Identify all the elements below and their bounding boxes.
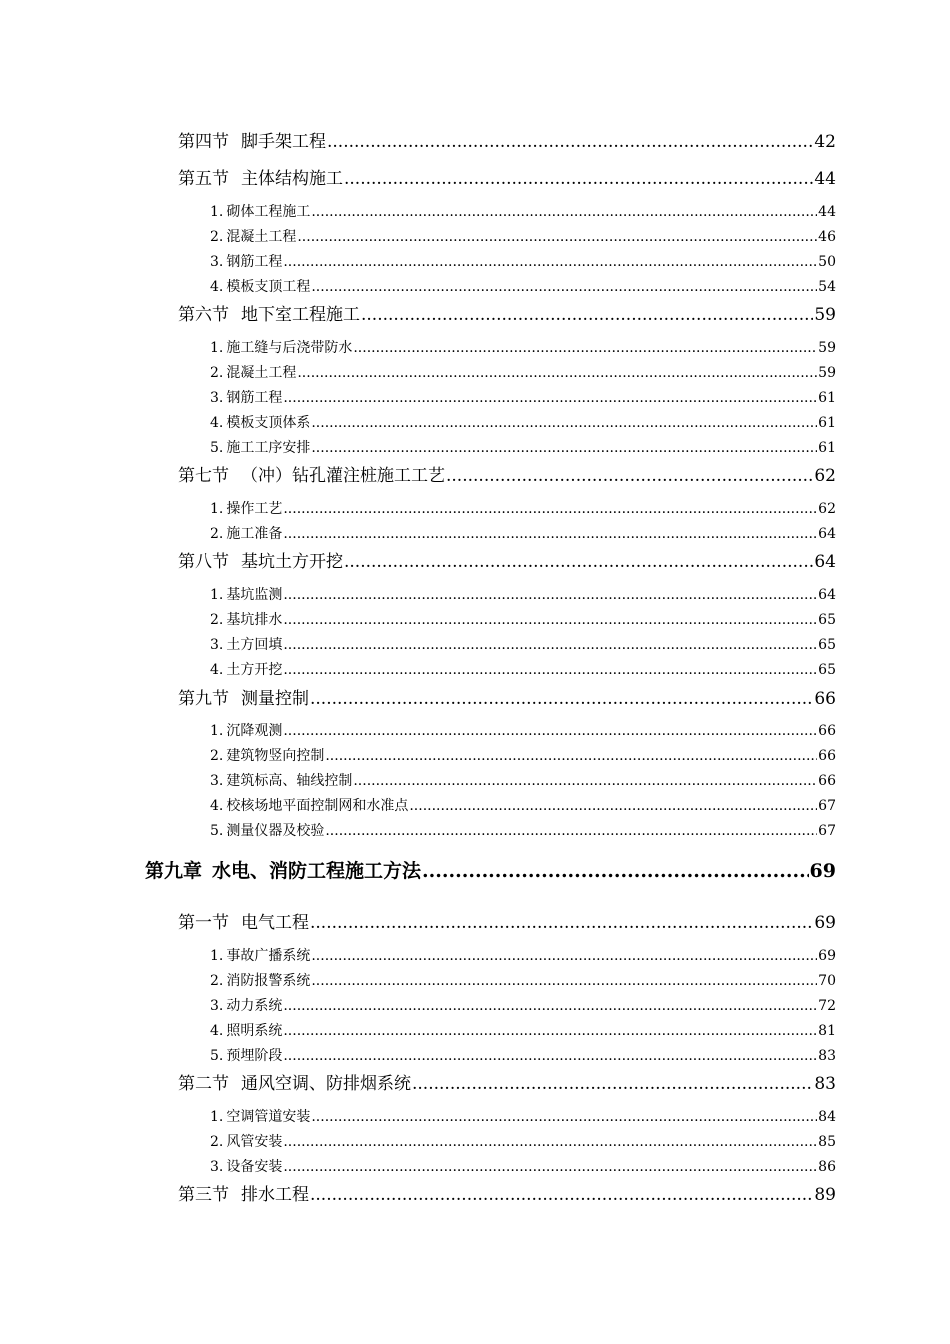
toc-entry-text: 施工缝与后浇带防水 — [226, 340, 353, 356]
toc-entry-section[interactable] — [178, 164, 836, 189]
toc-entry-text: 设备安装 — [226, 1159, 283, 1175]
toc-entry-number: 1. — [210, 948, 224, 964]
toc-entry-page: 81 — [818, 1023, 836, 1039]
dot-leader — [311, 415, 817, 431]
toc-entry-page: 65 — [818, 612, 836, 628]
toc-entry-text: 排水工程 — [241, 1185, 309, 1205]
toc-entry-text: 混凝土工程 — [226, 365, 297, 381]
toc-entry-sub[interactable] — [210, 820, 836, 840]
toc-entry-page: 44 — [818, 204, 836, 220]
toc-entry-number: 2. — [210, 365, 224, 381]
dot-leader — [311, 948, 817, 964]
toc-entry-title — [210, 498, 282, 518]
toc-entry-page: 83 — [814, 1074, 836, 1094]
toc-entry-sub[interactable] — [210, 362, 836, 382]
toc-entry-title — [210, 251, 282, 271]
toc-entry-sub[interactable] — [210, 770, 836, 790]
toc-entry-page: 89 — [814, 1185, 836, 1205]
toc-entry-title — [210, 609, 282, 629]
toc-entry-section[interactable] — [178, 1180, 836, 1205]
toc-entry-number: 1. — [210, 340, 224, 356]
toc-entry-section[interactable] — [178, 908, 836, 933]
dot-leader — [283, 501, 817, 517]
toc-entry-sub[interactable] — [210, 226, 836, 246]
toc-entry-number: 3. — [210, 637, 224, 653]
toc-entry-number: 2. — [210, 526, 224, 542]
toc-entry-title — [210, 1020, 282, 1040]
toc-entry-number: 第四节 — [178, 132, 229, 152]
toc-entry-number: 第七节 — [178, 466, 229, 486]
toc-entry-title — [178, 164, 343, 189]
dot-leader — [283, 526, 817, 542]
toc-entry-title — [210, 945, 310, 965]
toc-entry-number: 1. — [210, 587, 224, 603]
dot-leader — [283, 254, 817, 270]
toc-entry-title — [210, 201, 310, 221]
toc-entry-number: 3. — [210, 1159, 224, 1175]
toc-entry-page: 59 — [818, 340, 836, 356]
toc-entry-sub[interactable] — [210, 498, 836, 518]
dot-leader — [409, 798, 817, 814]
toc-entry-number: 5. — [210, 440, 224, 456]
toc-entry-sub[interactable] — [210, 437, 836, 457]
toc-entry-sub[interactable] — [210, 970, 836, 990]
toc-entry-number: 第九章 — [145, 860, 203, 882]
toc-entry-sub[interactable] — [210, 1156, 836, 1176]
dot-leader — [297, 229, 817, 245]
toc-entry-text: 模板支顶体系 — [226, 415, 311, 431]
toc-entry-title — [210, 820, 324, 840]
toc-entry-title — [178, 461, 445, 486]
toc-entry-text: 事故广播系统 — [226, 948, 311, 964]
toc-entry-number: 1. — [210, 501, 224, 517]
toc-entry-page: 66 — [818, 748, 836, 764]
dot-leader — [327, 132, 813, 152]
toc-entry-title — [210, 437, 310, 457]
toc-entry-page: 59 — [814, 305, 836, 325]
toc-entry-sub[interactable] — [210, 584, 836, 604]
dot-leader — [311, 973, 817, 989]
dot-leader — [422, 860, 809, 882]
toc-entry-sub[interactable] — [210, 659, 836, 679]
toc-entry-title — [210, 387, 282, 407]
toc-entry-title — [210, 795, 408, 815]
toc-entry-text: 建筑物竖向控制 — [226, 748, 325, 764]
toc-entry-page: 61 — [818, 440, 836, 456]
toc-entry-title — [178, 547, 343, 572]
dot-leader — [325, 823, 817, 839]
toc-entry-title — [210, 1045, 282, 1065]
toc-entry-title — [210, 226, 296, 246]
toc-entry-title — [210, 584, 282, 604]
toc-entry-number: 5. — [210, 823, 224, 839]
toc-entry-title — [210, 523, 282, 543]
toc-entry-number: 第一节 — [178, 913, 229, 933]
dot-leader — [344, 169, 813, 189]
toc-entry-section[interactable] — [178, 1069, 836, 1094]
toc-entry-text: 电气工程 — [241, 913, 309, 933]
dot-leader — [283, 612, 817, 628]
toc-entry-title — [210, 995, 282, 1015]
toc-entry-page: 46 — [818, 229, 836, 245]
toc-entry-sub[interactable] — [210, 795, 836, 815]
toc-entry-text: 钢筋工程 — [226, 390, 283, 406]
toc-entry-title — [178, 908, 309, 933]
dot-leader — [311, 1109, 817, 1125]
toc-entry-page: 69 — [809, 860, 836, 882]
dot-leader — [310, 689, 813, 709]
toc-entry-number: 4. — [210, 415, 224, 431]
toc-entry-sub[interactable] — [210, 251, 836, 271]
toc-entry-page: 62 — [814, 466, 836, 486]
toc-entry-title — [210, 1156, 282, 1176]
dot-leader — [361, 305, 813, 325]
dot-leader — [310, 913, 813, 933]
dot-leader — [311, 440, 817, 456]
toc-entry-number: 2. — [210, 748, 224, 764]
toc-entry-sub[interactable] — [210, 387, 836, 407]
toc-entry-text: 操作工艺 — [226, 501, 283, 517]
toc-entry-number: 第八节 — [178, 552, 229, 572]
toc-entry-page: 84 — [818, 1109, 836, 1125]
toc-entry-title — [145, 856, 421, 883]
dot-leader — [311, 204, 817, 220]
toc-entry-title — [210, 362, 296, 382]
toc-entry-number: 4. — [210, 279, 224, 295]
toc-entry-number: 1. — [210, 204, 224, 220]
toc-entry-number: 5. — [210, 1048, 224, 1064]
toc-entry-sub[interactable] — [210, 276, 836, 296]
toc-entry-text: 脚手架工程 — [241, 132, 326, 152]
toc-entry-sub[interactable] — [210, 523, 836, 543]
toc-entry-page: 67 — [818, 823, 836, 839]
toc-entry-number: 4. — [210, 1023, 224, 1039]
toc-entry-text: 基坑监测 — [226, 587, 283, 603]
toc-entry-sub[interactable] — [210, 609, 836, 629]
toc-entry-number: 3. — [210, 773, 224, 789]
toc-entry-text: 沉降观测 — [226, 723, 283, 739]
toc-entry-number: 2. — [210, 1134, 224, 1150]
dot-leader — [283, 587, 817, 603]
toc-entry-text: 空调管道安装 — [226, 1109, 311, 1125]
toc-entry-number: 2. — [210, 229, 224, 245]
toc-entry-page: 64 — [814, 552, 836, 572]
dot-leader — [325, 748, 817, 764]
toc-entry-section[interactable] — [178, 684, 836, 709]
toc-entry-page: 66 — [818, 723, 836, 739]
toc-entry-title — [210, 745, 324, 765]
toc-entry-number: 4. — [210, 662, 224, 678]
toc-entry-sub[interactable] — [210, 945, 836, 965]
toc-entry-number: 2. — [210, 973, 224, 989]
toc-entry-title — [210, 634, 282, 654]
dot-leader — [283, 723, 817, 739]
toc-entry-title — [178, 300, 360, 325]
toc-entry-number: 2. — [210, 612, 224, 628]
dot-leader — [283, 637, 817, 653]
toc-entry-text: 施工准备 — [226, 526, 283, 542]
toc-entry-page: 66 — [818, 773, 836, 789]
toc-entry-text: 测量控制 — [241, 689, 309, 709]
toc-entry-sub[interactable] — [210, 634, 836, 654]
toc-entry-text: 主体结构施工 — [241, 169, 343, 189]
dot-leader — [353, 340, 817, 356]
toc-entry-section[interactable] — [178, 547, 836, 572]
toc-entry-title — [178, 1069, 411, 1094]
toc-entry-title — [178, 127, 326, 152]
dot-leader — [283, 390, 817, 406]
toc-entry-section[interactable] — [178, 461, 836, 486]
toc-entry-text: 消防报警系统 — [226, 973, 311, 989]
toc-entry-number: 第五节 — [178, 169, 229, 189]
dot-leader — [311, 279, 817, 295]
toc-entry-page: 54 — [818, 279, 836, 295]
toc-entry-text: 施工工序安排 — [226, 440, 311, 456]
dot-leader — [446, 466, 813, 486]
toc-entry-chapter[interactable] — [145, 856, 836, 883]
toc-entry-page: 83 — [818, 1048, 836, 1064]
toc-entry-sub[interactable] — [210, 201, 836, 221]
toc-entry-text: 土方开挖 — [226, 662, 283, 678]
toc-entry-text: 地下室工程施工 — [241, 305, 360, 325]
toc-entry-page: 44 — [814, 169, 836, 189]
toc-entry-sub[interactable] — [210, 1131, 836, 1151]
dot-leader — [353, 773, 817, 789]
toc-entry-text: 基坑土方开挖 — [241, 552, 343, 572]
toc-entry-number: 3. — [210, 998, 224, 1014]
toc-entry-title — [210, 1131, 282, 1151]
toc-entry-text: 混凝土工程 — [226, 229, 297, 245]
toc-entry-page: 65 — [818, 637, 836, 653]
toc-entry-text: 风管安装 — [226, 1134, 283, 1150]
toc-entry-section[interactable] — [178, 127, 836, 152]
toc-entry-page: 85 — [818, 1134, 836, 1150]
dot-leader — [283, 1048, 817, 1064]
toc-entry-page: 86 — [818, 1159, 836, 1175]
toc-entry-page: 64 — [818, 526, 836, 542]
toc-entry-text: 砌体工程施工 — [226, 204, 311, 220]
toc-entry-sub[interactable] — [210, 337, 836, 357]
dot-leader — [297, 365, 817, 381]
dot-leader — [283, 1134, 817, 1150]
dot-leader — [283, 1159, 817, 1175]
toc-entry-page: 62 — [818, 501, 836, 517]
toc-entry-sub[interactable] — [210, 1045, 836, 1065]
toc-entry-text: 模板支顶工程 — [226, 279, 311, 295]
toc-entry-text: 钢筋工程 — [226, 254, 283, 270]
toc-entry-page: 61 — [818, 390, 836, 406]
toc-entry-sub[interactable] — [210, 745, 836, 765]
toc-entry-text: 建筑标高、轴线控制 — [226, 773, 353, 789]
toc-entry-page: 69 — [818, 948, 836, 964]
toc-entry-number: 第二节 — [178, 1074, 229, 1094]
toc-entry-number: 3. — [210, 390, 224, 406]
toc-entry-sub[interactable] — [210, 720, 836, 740]
toc-entry-page: 42 — [814, 132, 836, 152]
toc-entry-title — [210, 276, 310, 296]
toc-entry-title — [210, 659, 282, 679]
toc-entry-number: 第九节 — [178, 689, 229, 709]
toc-entry-page: 50 — [818, 254, 836, 270]
toc-entry-sub[interactable] — [210, 1020, 836, 1040]
toc-entry-title — [210, 1106, 310, 1126]
toc-entry-number: 4. — [210, 798, 224, 814]
dot-leader — [412, 1074, 813, 1094]
toc-entry-title — [210, 412, 310, 432]
toc-entry-text: 照明系统 — [226, 1023, 283, 1039]
toc-entry-number: 1. — [210, 723, 224, 739]
toc-entry-text: 预埋阶段 — [226, 1048, 283, 1064]
dot-leader — [283, 1023, 817, 1039]
toc-entry-sub[interactable] — [210, 1106, 836, 1126]
toc-entry-page: 64 — [818, 587, 836, 603]
toc-entry-title — [178, 1180, 309, 1205]
toc-entry-text: 水电、消防工程施工方法 — [212, 860, 422, 882]
toc-entry-number: 第六节 — [178, 305, 229, 325]
toc-entry-text: 测量仪器及校验 — [226, 823, 325, 839]
dot-leader — [283, 662, 817, 678]
toc-entry-page: 72 — [818, 998, 836, 1014]
toc-entry-title — [210, 970, 310, 990]
toc-entry-page: 61 — [818, 415, 836, 431]
dot-leader — [344, 552, 813, 572]
toc-entry-text: 动力系统 — [226, 998, 283, 1014]
toc-entry-title — [178, 684, 309, 709]
toc-entry-text: 土方回填 — [226, 637, 283, 653]
toc-entry-page: 59 — [818, 365, 836, 381]
toc-entry-title — [210, 770, 352, 790]
toc-entry-page: 70 — [818, 973, 836, 989]
toc-entry-page: 65 — [818, 662, 836, 678]
toc-entry-title — [210, 720, 282, 740]
dot-leader — [283, 998, 817, 1014]
toc-entry-title — [210, 337, 352, 357]
toc-entry-text: （冲）钻孔灌注桩施工工艺 — [241, 466, 445, 486]
toc-entry-sub[interactable] — [210, 995, 836, 1015]
toc-entry-number: 3. — [210, 254, 224, 270]
toc-entry-number: 第三节 — [178, 1185, 229, 1205]
toc-entry-text: 校核场地平面控制网和水准点 — [226, 798, 409, 814]
toc-entry-section[interactable] — [178, 300, 836, 325]
dot-leader — [310, 1185, 813, 1205]
toc-entry-page: 66 — [814, 689, 836, 709]
toc-entry-number: 1. — [210, 1109, 224, 1125]
toc-entry-page: 69 — [814, 913, 836, 933]
toc-entry-text: 基坑排水 — [226, 612, 283, 628]
toc-entry-sub[interactable] — [210, 412, 836, 432]
toc-entry-page: 67 — [818, 798, 836, 814]
toc-entry-text: 通风空调、防排烟系统 — [241, 1074, 411, 1094]
